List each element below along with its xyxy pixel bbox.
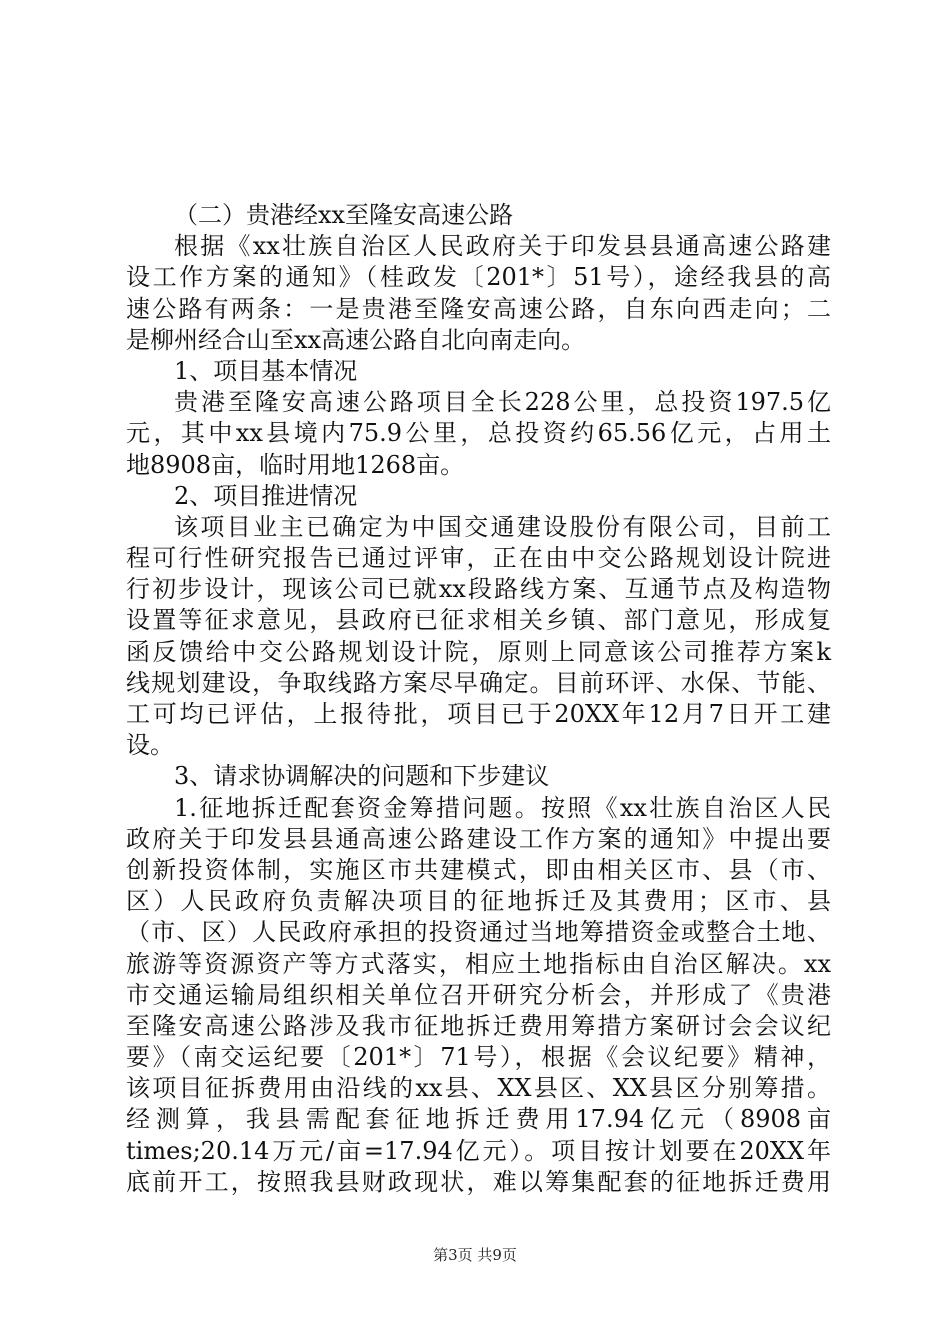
paragraph-line: 根据《xx壮族自治区人民政府关于印发县县通高速公路建 [174, 232, 831, 261]
paragraph-line: 该项目业主已确定为中国交通建设股份有限公司，目前工 [174, 512, 831, 541]
paragraph-line: （市、区）人民政府承担的投资通过当地筹措资金或整合土地、 [126, 918, 831, 947]
subheading: 1、项目基本情况 [174, 356, 358, 385]
paragraph-line: 速公路有两条：一是贵港至隆安高速公路，自东向西走向；二 [126, 294, 831, 323]
paragraph-line: 是柳州经合山至xx高速公路自北向南走向。 [126, 325, 586, 354]
paragraph-line: 程可行性研究报告已通过评审，正在由中交公路规划设计院进 [126, 544, 831, 573]
paragraph-line: 设工作方案的通知》（桂政发〔201*〕51号），途经我县的高 [126, 263, 831, 292]
paragraph-line: 区）人民政府负责解决项目的征地拆迁及其费用；区市、县 [126, 887, 831, 916]
paragraph-line: 工可均已评估，上报待批，项目已于20XX年12月7日开工建 [126, 700, 831, 728]
paragraph-line: 行初步设计，现该公司已就xx段路线方案、互通节点及构造物 [126, 575, 831, 604]
paragraph-line: 政府关于印发县县通高速公路建设工作方案的通知》中提出要 [126, 824, 831, 853]
paragraph-line: 经测算，我县需配套征地拆迁费用17.94亿元（8908亩 [126, 1105, 831, 1134]
paragraph-line: times;20.14万元/亩=17.94亿元）。项目按计划要在20XX年 [126, 1136, 831, 1165]
paragraph-line: 函反馈给中交公路规划设计院，原则上同意该公司推荐方案k [126, 637, 831, 666]
paragraph-line: 设置等征求意见，县政府已征求相关乡镇、部门意见，形成复 [126, 606, 831, 635]
paragraph-line: 地8908亩，临时用地1268亩。 [126, 450, 465, 479]
page-number-footer: 第3页 共9页 [433, 1246, 517, 1264]
document-body [126, 200, 831, 1198]
paragraph-line: 元，其中xx县境内75.9公里，总投资约65.56亿元，占用土 [126, 419, 831, 448]
paragraph-line: 该项目征拆费用由沿线的xx县、XX县区、XX县区分别筹措。 [126, 1074, 831, 1103]
paragraph-line: 至隆安高速公路涉及我市征地拆迁费用筹措方案研讨会会议纪 [126, 1011, 831, 1040]
paragraph-line: 创新投资体制，实施区市共建模式，即由相关区市、县（市、 [126, 855, 831, 884]
paragraph-line: 线规划建设，争取线路方案尽早确定。目前环评、水保、节能、 [126, 668, 831, 697]
paragraph-line: 底前开工，按照我县财政现状，难以筹集配套的征地拆迁费用 [126, 1167, 831, 1196]
paragraph-line: 贵港至隆安高速公路项目全长228公里，总投资197.5亿 [174, 388, 831, 417]
paragraph-line: 旅游等资源资产等方式落实，相应土地指标由自治区解决。xx [126, 949, 831, 978]
paragraph-line: 1.征地拆迁配套资金筹措问题。按照《xx壮族自治区人民 [174, 793, 831, 822]
paragraph-line: 要》（南交运纪要〔201*〕71号），根据《会议纪要》精神， [126, 1043, 831, 1072]
section-heading: （二）贵港经xx至隆安高速公路 [174, 201, 514, 229]
subheading: 3、请求协调解决的问题和下步建议 [174, 762, 550, 791]
subheading: 2、项目推进情况 [174, 481, 358, 510]
paragraph-line: 市交通运输局组织相关单位召开研究分析会，并形成了《贵港 [126, 980, 831, 1009]
paragraph-line: 设。 [126, 731, 174, 760]
